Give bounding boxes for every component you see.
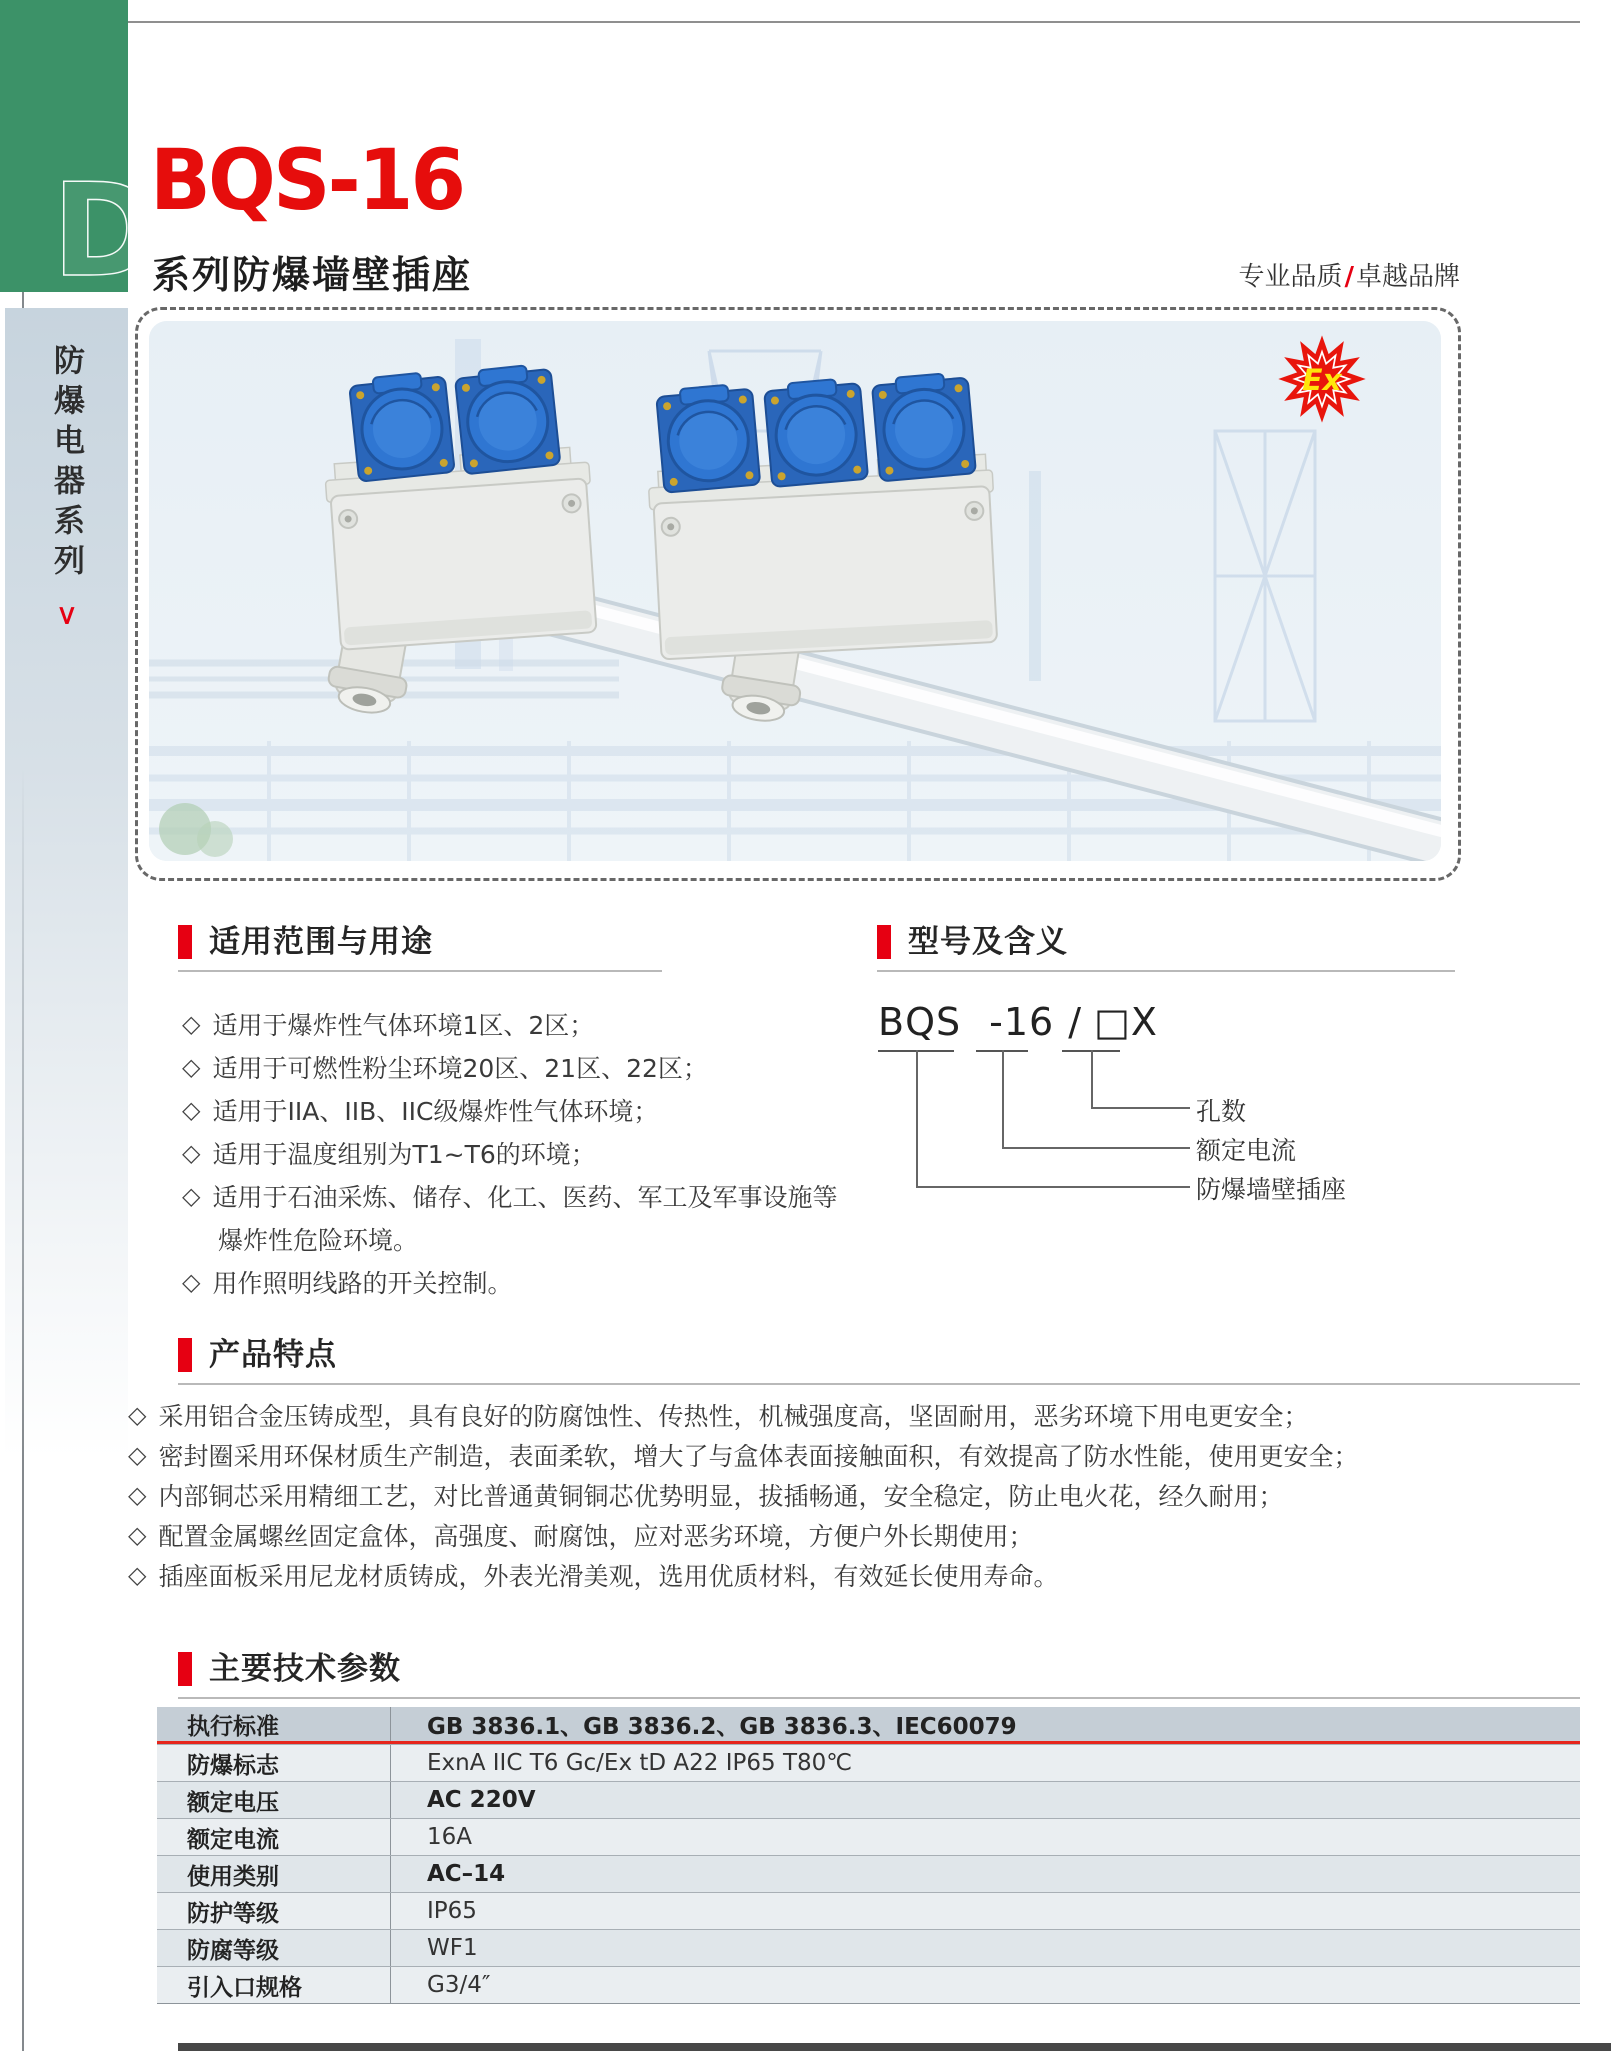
section-model (877, 925, 1455, 972)
row-label: 防爆标志 (157, 1745, 391, 1781)
section-rule (877, 970, 1455, 972)
diamond-bullet-icon: ◇ (128, 1441, 147, 1469)
section-title: 适用范围与用途 (209, 924, 433, 960)
socket-cover (656, 383, 761, 493)
product-photo (149, 321, 1441, 861)
feature-item (128, 1555, 1580, 1595)
footer-bar (178, 2043, 1611, 2051)
feature-item-text: 配置金属螺丝固定盒体，高强度、耐腐蚀，应对恶劣环境，方便户外长期使用； (158, 1522, 1034, 1551)
brand-tagline (1238, 256, 1460, 293)
section-title: 型号及含义 (908, 924, 1068, 960)
table-bottom-border (157, 2003, 1580, 2004)
row-value: GB 3836.1、GB 3836.2、GB 3836.3、IEC60079 (427, 1713, 1017, 1740)
row-value: IP65 (427, 1898, 477, 1924)
page-title: BQS-16 (150, 131, 464, 229)
scope-item (182, 1002, 942, 1045)
row-value: AC 220V (427, 1787, 536, 1813)
section-title: 主要技术参数 (209, 1651, 401, 1687)
specs-table (157, 1707, 1580, 2004)
feature-item (128, 1515, 1580, 1555)
diamond-bullet-icon: ◇ (182, 1095, 201, 1124)
model-code (878, 1000, 1158, 1044)
diamond-bullet-icon: ◇ (128, 1521, 147, 1549)
diamond-bullet-icon: ◇ (182, 1052, 201, 1081)
row-label: 使用类别 (157, 1856, 391, 1892)
model-label-product: 防爆墙壁插座 (1196, 1175, 1347, 1204)
diamond-bullet-icon: ◇ (128, 1401, 147, 1429)
page-subtitle: 系列防爆墙壁插座 (152, 253, 473, 297)
section-specs (178, 1652, 1580, 1699)
ex-badge-text: Ex (1302, 361, 1342, 397)
socket-cover (454, 363, 560, 474)
feature-item (128, 1395, 1580, 1435)
table-row (157, 1744, 1580, 1781)
industrial-scene (149, 321, 1441, 861)
tagline-slash: / (1344, 262, 1354, 292)
section-rule (178, 1383, 1580, 1385)
sidebar (5, 308, 128, 1458)
scope-item-text: 适用于可燃性粉尘环境20区、21区、22区； (212, 1053, 708, 1083)
row-value: WF1 (427, 1935, 478, 1961)
row-value: AC–14 (427, 1861, 506, 1887)
scope-item (182, 1045, 942, 1088)
section-title: 产品特点 (209, 1337, 337, 1373)
scope-item (182, 1088, 942, 1131)
row-label: 防护等级 (157, 1893, 391, 1929)
table-row (157, 1818, 1580, 1855)
section-scope (178, 925, 662, 972)
scope-item-text: 用作照明线路的开关控制。 (212, 1268, 513, 1298)
table-row (157, 1892, 1580, 1929)
table-row (157, 1781, 1580, 1818)
red-bar-icon (178, 1652, 192, 1686)
diamond-bullet-icon: ◇ (182, 1138, 201, 1167)
section-features (178, 1338, 1580, 1385)
socket-cover (349, 370, 455, 481)
scope-list (182, 1002, 942, 1303)
feature-item (128, 1475, 1580, 1515)
diamond-bullet-icon: ◇ (182, 1267, 201, 1296)
row-label: 防腐等级 (157, 1930, 391, 1966)
table-row (157, 1707, 1580, 1744)
scope-item-text: 适用于温度组别为T1~T6的环境； (212, 1139, 596, 1169)
scope-item (182, 1131, 942, 1174)
feature-item-text: 插座面板采用尼龙材质铸成，外表光滑美观，选用优质材料，有效延长使用寿命。 (158, 1562, 1059, 1591)
section-rule (178, 1697, 1580, 1699)
row-value: ExnA IIC T6 Gc/Ex tD A22 IP65 T80℃ (427, 1750, 853, 1776)
features-list (128, 1395, 1580, 1595)
green-corner-tab (0, 0, 159, 306)
model-connector (1091, 1050, 1190, 1109)
row-label: 额定电压 (157, 1782, 391, 1818)
diamond-bullet-icon: ◇ (182, 1009, 201, 1038)
feature-item-text: 密封圈采用环保材质生产制造，表面柔软，增大了与盒体表面接触面积，有效提高了防水性能，使用更安全； (158, 1442, 1359, 1471)
table-row (157, 1966, 1580, 2003)
row-value: 16A (427, 1824, 473, 1850)
model-holes: □X (1094, 1000, 1158, 1044)
row-label: 执行标准 (157, 1707, 391, 1741)
red-bar-icon (877, 925, 891, 959)
red-bar-icon (178, 925, 192, 959)
feature-item (128, 1435, 1580, 1475)
sidebar-series-label: 防爆电器系列 (48, 344, 84, 584)
scope-item-text: 适用于IIA、IIB、IIC级爆炸性气体环境； (212, 1096, 659, 1126)
model-slash: / (1068, 1000, 1082, 1044)
table-row (157, 1929, 1580, 1966)
tagline-right: 卓越品牌 (1355, 262, 1460, 292)
row-label: 额定电流 (157, 1819, 391, 1855)
feature-item-text: 采用铝合金压铸成型，具有良好的防腐蚀性、传热性，机械强度高，坚固耐用，恶劣环境下用电更安全； (158, 1402, 1309, 1431)
top-rule (122, 21, 1580, 23)
row-label: 引入口规格 (157, 1967, 391, 2003)
model-label-holes: 孔数 (1196, 1097, 1247, 1126)
scope-item-text: 适用于石油采炼、储存、化工、医药、军工及军事设施等 (212, 1182, 838, 1212)
model-series: BQS (878, 1000, 962, 1044)
red-bar-icon (178, 1338, 192, 1372)
scope-item (182, 1174, 942, 1217)
diamond-bullet-icon: ◇ (128, 1481, 147, 1509)
diamond-bullet-icon: ◇ (182, 1181, 201, 1210)
row-value: G3/4″ (427, 1972, 491, 1998)
section-rule (178, 970, 662, 972)
scope-item-text: 爆炸性危险环境。 (218, 1225, 419, 1255)
section-letter: D (52, 157, 159, 306)
scope-item (182, 1217, 942, 1260)
scope-item-text: 适用于爆炸性气体环境1区、2区； (212, 1010, 595, 1040)
socket-cover (764, 377, 869, 487)
socket-cover (871, 371, 976, 481)
chevron-down-icon: > (51, 604, 82, 627)
scope-item (182, 1260, 942, 1303)
feature-item-text: 内部铜芯采用精细工艺，对比普通黄铜铜芯优势明显，拔插畅通，安全稳定，防止电火花，经久耐用； (158, 1482, 1284, 1511)
tagline-left: 专业品质 (1238, 262, 1343, 292)
diamond-bullet-icon: ◇ (128, 1561, 147, 1589)
model-current: -16 (989, 1000, 1055, 1044)
model-label-current: 额定电流 (1196, 1136, 1297, 1165)
table-row (157, 1855, 1580, 1892)
